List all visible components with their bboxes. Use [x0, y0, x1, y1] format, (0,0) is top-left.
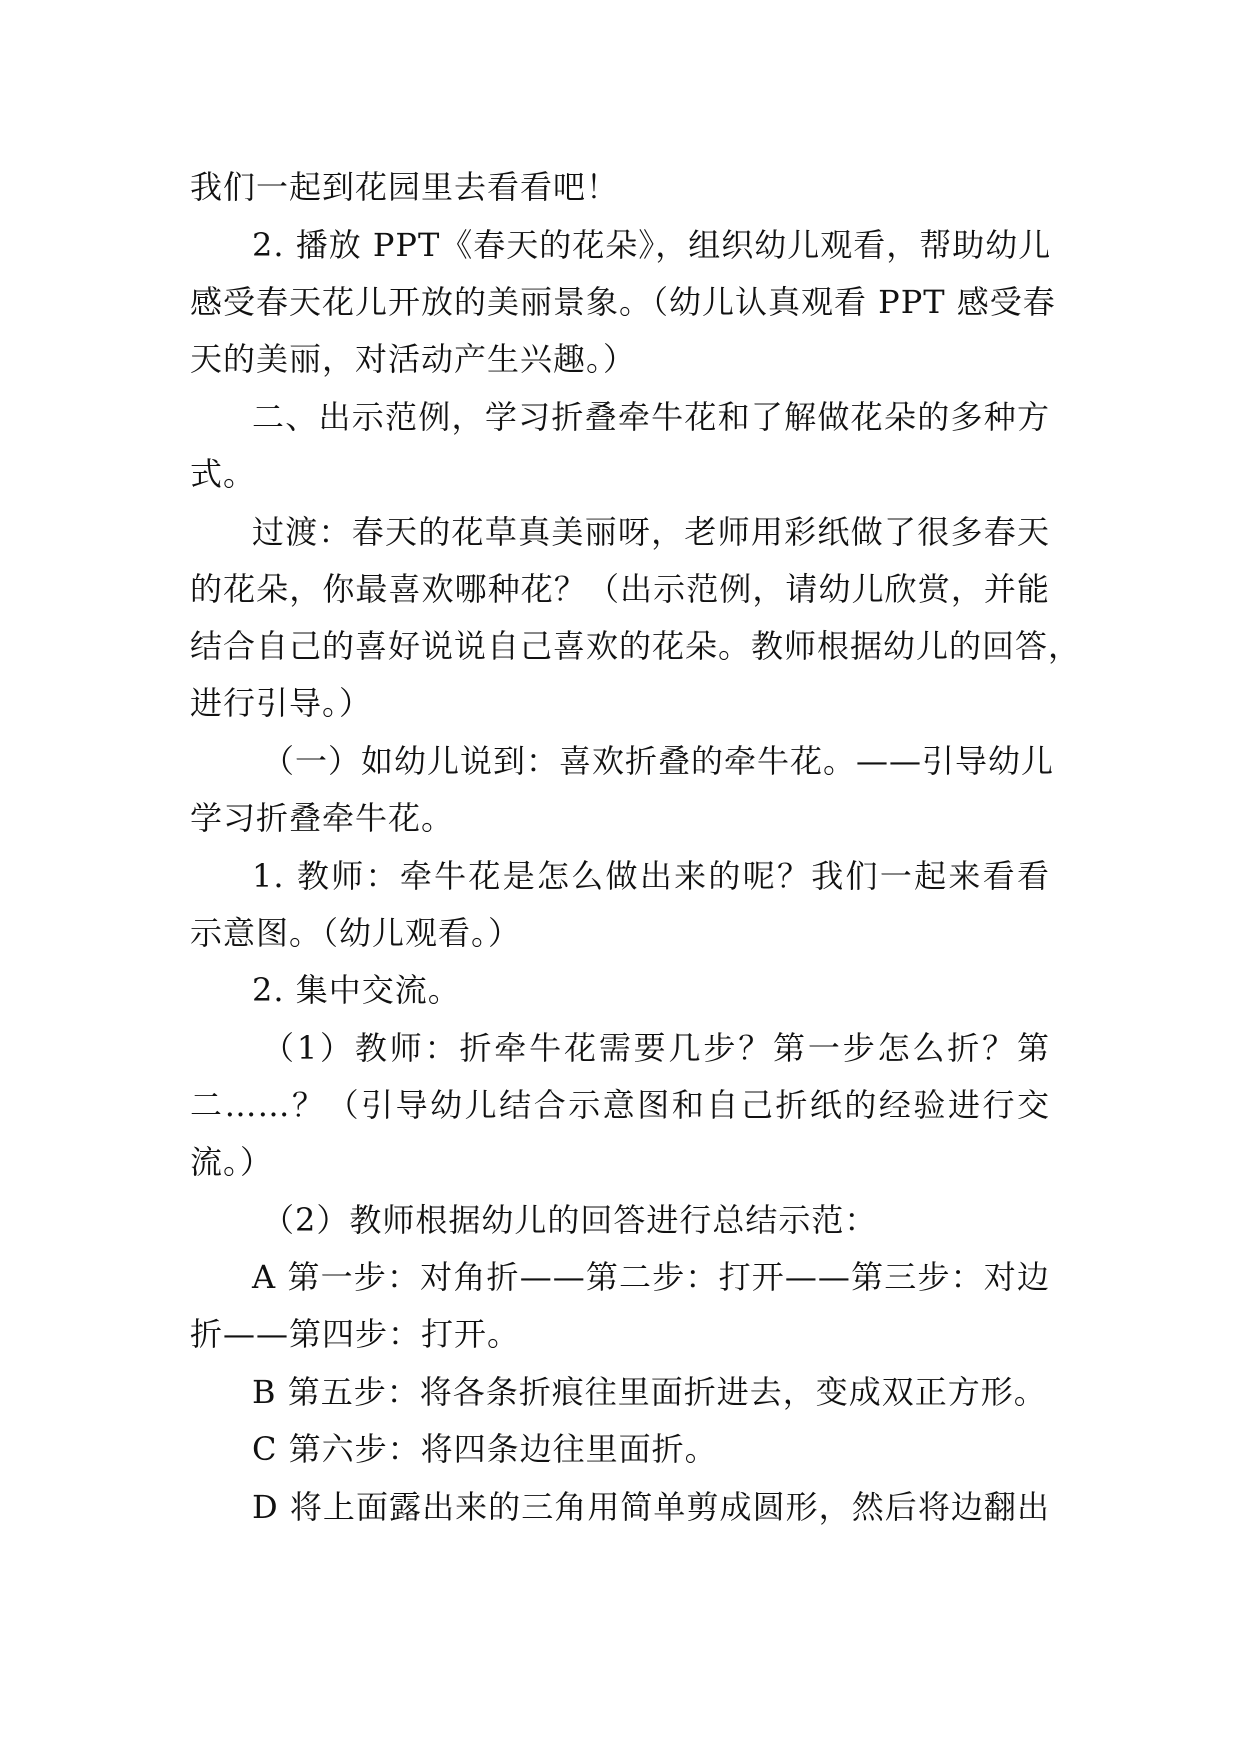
- paragraph-line: 2. 播放 PPT《春天的花朵》，组织幼儿观看，帮助幼儿: [252, 226, 1052, 264]
- paragraph-line: 的花朵，你最喜欢哪种花？（出示范例，请幼儿欣赏，并能: [190, 570, 1050, 608]
- paragraph-line: 我们一起到花园里去看看吧！: [190, 168, 620, 206]
- step-line: D 将上面露出来的三角用简单剪成圆形，然后将边翻出: [252, 1488, 1050, 1526]
- paragraph-line: 示意图。（幼儿观看。）: [190, 914, 522, 952]
- section-heading-line: 式。: [190, 455, 257, 493]
- step-line: B 第五步：将各条折痕往里面折进去，变成双正方形。: [252, 1373, 1047, 1411]
- step-line: A 第一步：对角折——第二步：打开——第三步：对边: [252, 1258, 1050, 1296]
- subsection-heading-line: （一）如幼儿说到：喜欢折叠的牵牛花。——引导幼儿: [262, 742, 1055, 780]
- paragraph-line: 进行引导。）: [190, 684, 373, 722]
- subsection-heading-line: 学习折叠牵牛花。: [190, 799, 455, 837]
- paragraph-line: 感受春天花儿开放的美丽景象。（幼儿认真观看 PPT 感受春: [190, 283, 1056, 321]
- paragraph-line: 结合自己的喜好说说自己喜欢的花朵。教师根据幼儿的回答，: [190, 627, 1082, 665]
- paragraph-line: 流。）: [190, 1143, 274, 1181]
- paragraph-line: 过渡：春天的花草真美丽呀，老师用彩纸做了很多春天: [252, 513, 1050, 551]
- paragraph-line: 天的美丽，对活动产生兴趣。）: [190, 340, 637, 378]
- paragraph-line: （2）教师根据幼儿的回答进行总结示范：: [262, 1201, 878, 1239]
- paragraph-line: 1. 教师：牵牛花是怎么做出来的呢？我们一起来看看: [252, 857, 1050, 895]
- step-line: 折——第四步：打开。: [190, 1315, 521, 1353]
- paragraph-line: 二……？（引导幼儿结合示意图和自己折纸的经验进行交: [190, 1086, 1050, 1124]
- section-heading-line: 二、出示范例，学习折叠牵牛花和了解做花朵的多种方: [252, 398, 1050, 436]
- paragraph-line: （1）教师：折牵牛花需要几步？第一步怎么折？第: [262, 1029, 1050, 1067]
- paragraph-line: 2. 集中交流。: [252, 971, 461, 1009]
- step-line: C 第六步：将四条边往里面折。: [252, 1430, 718, 1468]
